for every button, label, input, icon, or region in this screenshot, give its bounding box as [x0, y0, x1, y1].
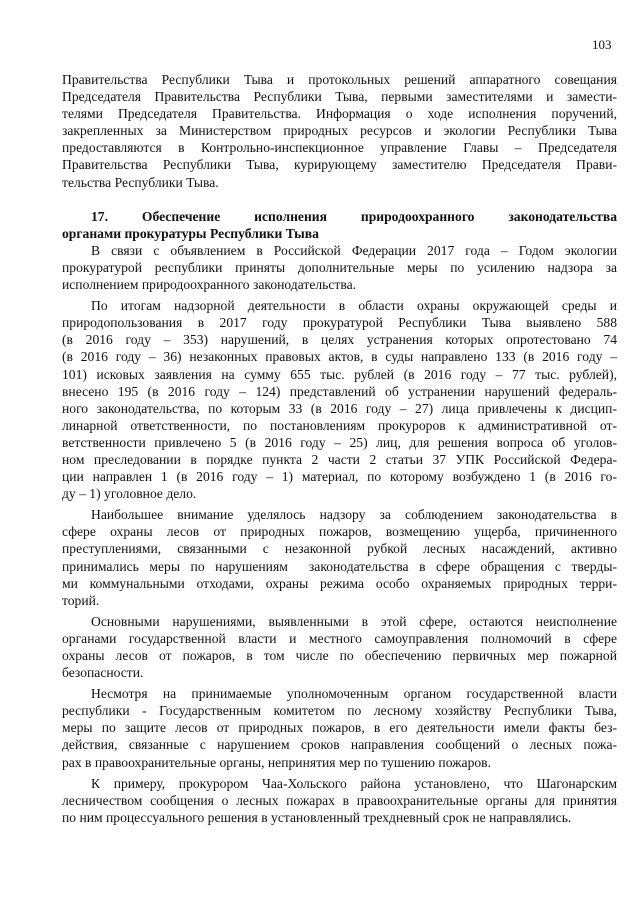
- paragraph-example: [62, 775, 617, 826]
- heading-line: 17. Обеспечение исполнения природоохранного законодательства: [91, 208, 617, 224]
- text-line: исполнением природоохранного законодательства.: [62, 277, 356, 293]
- paragraph-year-of-ecology: [62, 242, 617, 293]
- paragraph-forestry-committee: [62, 685, 617, 770]
- text-line: ного законодательства, по которым 33 (в 2016 году – 27) лица привлечены к дисцип-: [62, 400, 617, 416]
- paragraph-main-violations: [62, 613, 617, 681]
- document-body: [62, 71, 617, 826]
- text-line: торий.: [62, 592, 100, 608]
- text-line: прокуратурой республики приняты дополнительные меры по усилению надзора за: [62, 259, 617, 275]
- text-line: меры по защите лесов от природных пожаров, в его деятельности имели факты без-: [62, 720, 617, 736]
- section-heading: [62, 208, 617, 242]
- text-line: закрепленных за Министерством природных ресурсов и экологии Республики Тыва: [62, 123, 617, 139]
- text-line: линарной ответственности, по постановлениям прокуроров к административной от-: [62, 417, 617, 433]
- page-number: 103: [592, 37, 612, 52]
- text-line: по ним процессуального решения в установленный трехдневный срок не направлялись.: [62, 809, 572, 825]
- text-line: ном преследовании в порядке пункта 2 части 2 статьи 37 УПК Российской Федера-: [62, 451, 617, 467]
- text-line: внесено 195 (в 2016 году – 124) представлений об устранении нарушений федераль-: [62, 383, 617, 399]
- text-line: лесничеством сообщения о лесных пожарах в правоохранительные органы для принятия: [62, 792, 617, 808]
- text-line: тельства Республики Тыва.: [62, 174, 219, 190]
- text-line: Несмотря на принимаемые уполномоченным органом государственной власти: [91, 686, 617, 702]
- text-line: принимались меры по нарушениям законодательства в сфере обращения с тверды-: [62, 558, 617, 574]
- text-line: В связи с объявлением в Российской Федерации 2017 года – Годом экологии: [91, 242, 617, 258]
- text-line: действия, связанные с нарушением сроков направления сообщений о лесных пожа-: [62, 737, 617, 753]
- text-line: рах в правоохранительные органы, непринятия мер по тушению пожаров.: [62, 754, 491, 770]
- text-line: республики - Государственным комитетом по лесному хозяйству Республики Тыва,: [62, 703, 617, 719]
- text-line: 101) исковых заявления на сумму 655 тыс. рублей (в 2016 году – 77 тыс. рублей),: [62, 366, 617, 382]
- heading-line: органами прокуратуры Республики Тыва: [62, 225, 319, 241]
- text-line: ду – 1) уголовное дело.: [62, 486, 197, 502]
- text-line: (в 2016 году – 353) нарушений, в целях устранения которых опротестовано 74: [62, 332, 617, 348]
- text-line: ми коммунальными отходами, охраны режима особо охраняемых природных терри-: [62, 575, 617, 591]
- text-line: предоставляются в Контрольно-инспекционное управление Главы – Председателя: [62, 140, 617, 156]
- text-line: (в 2016 году – 36) незаконных правовых актов, в суды направлено 133 (в 2016 году –: [62, 349, 617, 365]
- text-line: К примеру, прокурором Чаа-Хольского района установлено, что Шагонарским: [91, 775, 617, 791]
- text-line: ции направлен 1 (в 2016 году – 1) материал, по которому возбуждено 1 (в 2016 го-: [62, 469, 617, 485]
- text-line: Основными нарушениями, выявленными в этой сфере, остаются неисполнение: [91, 613, 617, 629]
- paragraph-supervision-results: [62, 297, 617, 502]
- text-line: телями Председателя Правительства. Информация о ходе исполнения поручений,: [62, 106, 617, 122]
- text-line: ветственности привлечено 5 (в 2016 году – 25) лиц, для решения вопроса об уголов-: [62, 434, 617, 450]
- text-line: По итогам надзорной деятельности в области охраны окружающей среды и: [91, 298, 617, 314]
- text-line: органами государственной власти и местного самоуправления полномочий в сфере: [62, 630, 617, 646]
- text-line: безопасности.: [62, 665, 144, 681]
- text-line: преступлениями, связанными с незаконной рубкой лесных насаждений, активно: [62, 541, 617, 557]
- text-line: охраны лесов от пожаров, в том числе по обеспечению первичных мер пожарной: [62, 648, 617, 663]
- text-line: Правительства Республики Тыва и протокольных решений аппаратного совещания: [62, 72, 617, 87]
- text-line: Председателя Правительства Республики Тыва, первыми заместителями и замести-: [62, 89, 617, 105]
- text-line: Правительства Республики Тыва, курирующему заместителю Председателя Прави-: [62, 157, 617, 173]
- text-line: природопользования в 2017 году прокуратурой Республики Тыва выявлено 588: [62, 315, 617, 331]
- text-line: Наибольшее внимание уделялось надзору за соблюдением законодательства в: [91, 507, 617, 523]
- text-line: сфере охраны лесов от природных пожаров, возмещению ущерба, причиненного: [62, 524, 617, 540]
- paragraph-continuation: [62, 71, 617, 191]
- paragraph-forest-protection: [62, 506, 617, 609]
